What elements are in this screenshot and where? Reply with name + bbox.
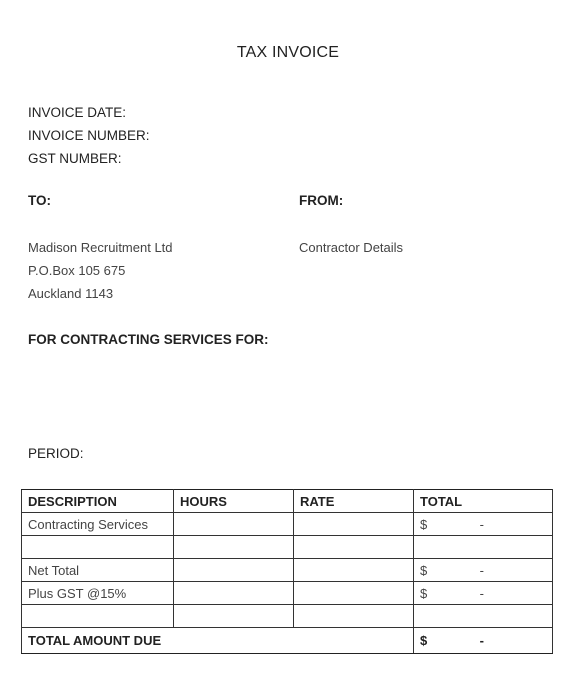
cell-total xyxy=(414,559,553,582)
invoice-title: TAX INVOICE xyxy=(236,44,340,61)
cell-description: Net Total xyxy=(22,559,174,582)
total-row xyxy=(22,628,553,654)
amount-value: - xyxy=(479,585,484,601)
cell-description: Plus GST @15% xyxy=(22,582,174,605)
table-row xyxy=(22,559,553,582)
currency-symbol: $ xyxy=(420,633,428,648)
table-header-row xyxy=(22,490,553,513)
to-address xyxy=(28,236,173,305)
cell-description xyxy=(22,536,174,559)
header-description: DESCRIPTION xyxy=(22,490,174,513)
table-row xyxy=(22,605,553,628)
cell-description xyxy=(22,605,174,628)
cell-total xyxy=(414,582,553,605)
header-total: TOTAL xyxy=(414,490,553,513)
cell-rate xyxy=(294,513,414,536)
cell-hours xyxy=(174,559,294,582)
to-label: TO: xyxy=(28,193,51,208)
cell-total xyxy=(414,513,553,536)
table-row xyxy=(22,582,553,605)
header-hours: HOURS xyxy=(174,490,294,513)
total-label: TOTAL AMOUNT DUE xyxy=(22,628,414,654)
total-amount-cell xyxy=(414,628,553,654)
invoice-date-label: INVOICE DATE: xyxy=(28,105,127,120)
cell-total xyxy=(414,536,553,559)
from-label: FROM: xyxy=(299,193,344,208)
cell-rate xyxy=(294,536,414,559)
header-rate: RATE xyxy=(294,490,414,513)
amount-value: - xyxy=(479,562,484,578)
total-amount-value: - xyxy=(479,633,484,648)
cell-description: Contracting Services xyxy=(22,513,174,536)
cell-total xyxy=(414,605,553,628)
cell-hours xyxy=(174,605,294,628)
currency-symbol: $ xyxy=(420,562,428,578)
to-address-line: Auckland 1143 xyxy=(28,286,114,301)
currency-symbol: $ xyxy=(420,516,428,532)
period-label: PERIOD: xyxy=(28,446,84,461)
currency-symbol: $ xyxy=(420,585,428,601)
cell-rate xyxy=(294,559,414,582)
table-row xyxy=(22,536,553,559)
cell-rate xyxy=(294,582,414,605)
invoice-table xyxy=(21,489,553,654)
cell-hours xyxy=(174,582,294,605)
cell-hours xyxy=(174,536,294,559)
contractor-details: Contractor Details xyxy=(299,240,404,255)
table-row xyxy=(22,513,553,536)
invoice-number-label: INVOICE NUMBER: xyxy=(28,128,150,143)
invoice-meta xyxy=(28,101,150,170)
to-address-line: Madison Recruitment Ltd xyxy=(28,240,173,255)
cell-hours xyxy=(174,513,294,536)
cell-rate xyxy=(294,605,414,628)
amount-value: - xyxy=(479,516,484,532)
services-label: FOR CONTRACTING SERVICES FOR: xyxy=(28,332,269,347)
gst-number-label: GST NUMBER: xyxy=(28,151,122,166)
to-address-line: P.O.Box 105 675 xyxy=(28,263,126,278)
from-address xyxy=(299,236,403,259)
